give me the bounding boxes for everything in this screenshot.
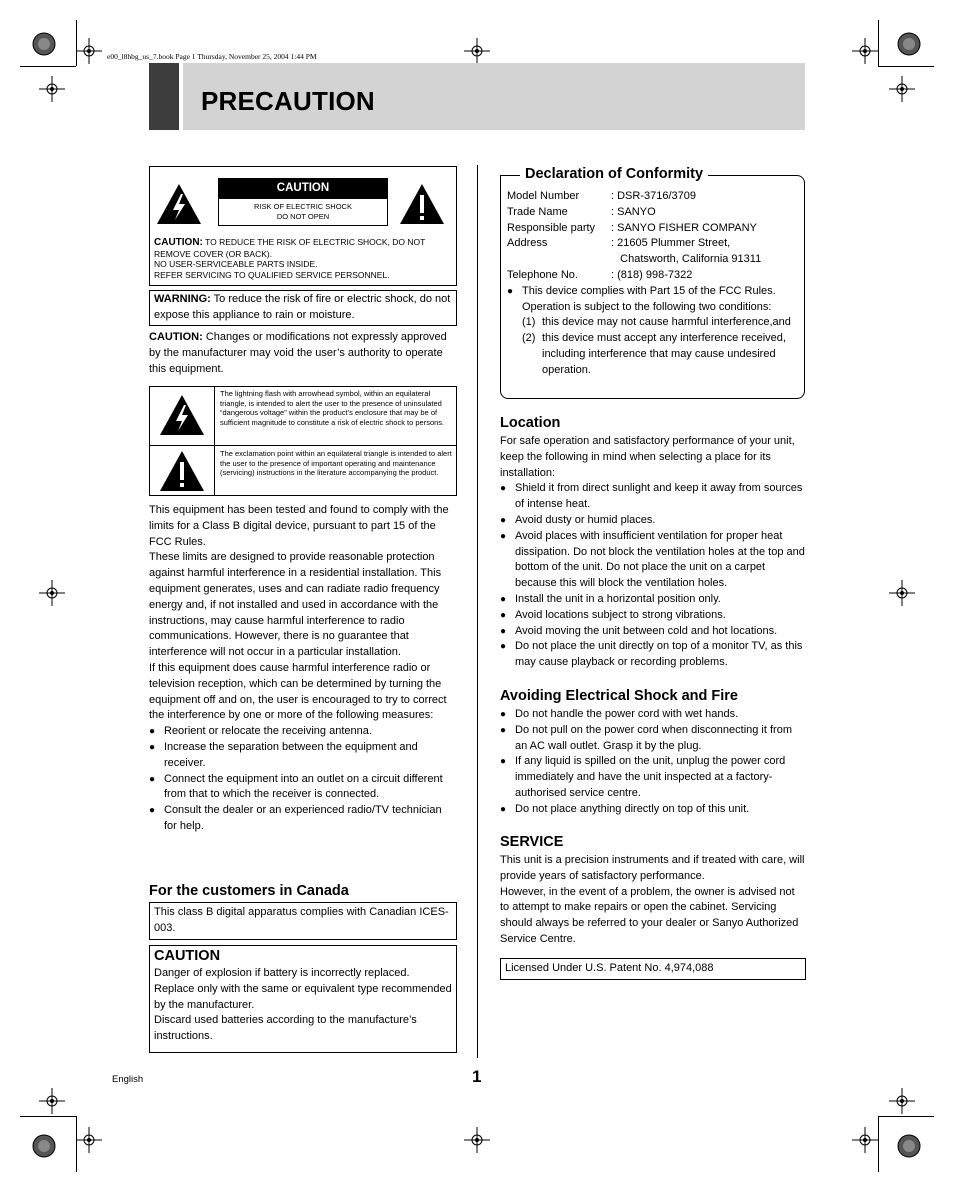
fcc-paragraph-3: If this equipment does cause harmful interference radio or television reception, which can be determined by turning the equipment off and on, the user is encouraged to try to correct the interference by one or more of the following measures: bbox=[149, 661, 447, 722]
list-item: ● Consult the dealer or an experienced radio/TV technician for help. bbox=[149, 803, 457, 835]
header-dark-block bbox=[149, 63, 179, 130]
exclamation-triangle-icon bbox=[398, 182, 446, 226]
caution-shock-text bbox=[154, 237, 454, 280]
patent-text: Licensed Under U.S. Patent No. 4,974,088 bbox=[505, 962, 714, 974]
service-paragraph-2: However, in the event of a problem, the owner is advised not to attempt to make repairs or open the cabinet. Servicing should always be referred to your dealer or Sanyo Authorized Service Centre. bbox=[500, 885, 799, 945]
caution-label: CAUTION bbox=[219, 179, 387, 199]
caution-modifications bbox=[149, 330, 457, 377]
doc-row: Telephone No. : (818) 998-7322 bbox=[507, 268, 693, 281]
fcc-measures-list bbox=[149, 724, 457, 835]
service-content bbox=[500, 853, 805, 948]
fcc-paragraph-2: These limits are designed to provide reasonable protection against harmful interference in a residential installation. This equipment generates, uses and can radiate radio frequency energy and, if not installed and used in accordance with the instructions, may cause harmful interference to radio communications. However, there is no guarantee that interference will not occur in a particular installation. bbox=[149, 551, 442, 659]
declaration-content bbox=[507, 189, 801, 379]
caution-detail: TO REDUCE THE RISK OF ELECTRIC SHOCK, DO NOT REMOVE COVER (OR BACK). bbox=[154, 237, 426, 259]
battery-caution-box bbox=[149, 945, 457, 1053]
page-title: PRECAUTION bbox=[201, 86, 375, 116]
caution-mod-prefix: CAUTION: bbox=[149, 331, 203, 343]
battery-caution-text-2: Discard used batteries according to the manufacture’s instructions. bbox=[154, 1014, 417, 1043]
patent-box bbox=[500, 958, 806, 980]
page-number: 1 bbox=[472, 1067, 482, 1086]
exclamation-explanation: The exclamation point within an equilateral triangle is intended to alert the user to the presence of important operating and maintenance (servicing) instructions in the literature accompanying the product. bbox=[220, 449, 452, 478]
location-list bbox=[500, 481, 805, 671]
list-item: ● Shield it from direct sunlight and keep it away from sources of intense heat. bbox=[500, 481, 805, 513]
canada-box bbox=[149, 902, 457, 940]
canada-text: This class B digital apparatus complies with Canadian ICES-003. bbox=[154, 906, 449, 934]
caution-mod-text: Changes or modifications not expressly approved by the manufacturer may void the user’s authority to operate this equipment. bbox=[149, 331, 447, 375]
doc-row: Chatsworth, California 91311 bbox=[611, 253, 762, 266]
list-item: ● Do not pull on the power cord when disconnecting it from an AC wall outlet. Grasp it by the plug. bbox=[500, 723, 805, 755]
battery-caution-text-1: Danger of explosion if battery is incorrectly replaced. Replace only with the same or equivalent type recommended by the manufacturer. bbox=[154, 967, 452, 1011]
caution-label-panel bbox=[218, 178, 388, 226]
canada-heading: For the customers in Canada bbox=[149, 883, 349, 899]
list-item: ● Avoid moving the unit between cold and hot locations. bbox=[500, 624, 805, 640]
list-item: ● Install the unit in a horizontal position only. bbox=[500, 592, 805, 608]
list-item: ● Do not handle the power cord with wet hands. bbox=[500, 707, 805, 723]
list-item: ● Reorient or relocate the receiving antenna. bbox=[149, 724, 457, 740]
shock-list bbox=[500, 707, 805, 818]
list-item: ● Avoid locations subject to strong vibrations. bbox=[500, 608, 805, 624]
caution-prefix: CAUTION: bbox=[154, 237, 203, 248]
list-item: (1) this device may not cause harmful interference,and bbox=[522, 316, 791, 329]
fcc-paragraph-1: This equipment has been tested and found to comply with the limits for a Class B digital device, pursuant to part 15 of the FCC Rules. bbox=[149, 504, 449, 548]
declaration-heading: Declaration of Conformity bbox=[520, 166, 708, 182]
location-heading: Location bbox=[500, 415, 561, 431]
warning-prefix: WARNING: bbox=[154, 293, 211, 305]
lightning-explanation: The lightning flash with arrowhead symbol, within an equilateral triangle, is intended to alert the user to the presence of uninsulated “dangerous voltage” within the product’s enclosure that may be of sufficient magnitude to constitute a risk of electric shock to persons. bbox=[220, 389, 445, 427]
book-meta-line: e00_l8hbg_us_7.book Page 1 Thursday, November 25, 2004 1:44 PM bbox=[107, 52, 317, 61]
shock-heading: Avoiding Electrical Shock and Fire bbox=[500, 688, 738, 704]
risk-line-2: DO NOT OPEN bbox=[276, 211, 330, 221]
doc-row: Model Number : DSR-3716/3709 bbox=[507, 190, 696, 202]
list-item: ● Avoid places with insufficient ventilation for proper heat dissipation. Do not block the ventilation holes at the top and bottom of the unit. Do not place the unit on a carpet because this will block the ventilation holes. bbox=[500, 529, 805, 592]
fcc-statement bbox=[149, 503, 457, 835]
caution-line-3: REFER SERVICING TO QUALIFIED SERVICE PERSONNEL. bbox=[154, 269, 390, 280]
list-item: ● Do not place the unit directly on top of a monitor TV, as this may cause playback or recording problems. bbox=[500, 639, 805, 671]
column-divider bbox=[477, 165, 478, 1058]
symbol-explanation-table bbox=[149, 386, 457, 496]
exclamation-triangle-icon bbox=[158, 449, 206, 493]
list-item: ● Connect the equipment into an outlet on a circuit different from that to which the receiver is connected. bbox=[149, 772, 457, 804]
service-heading: SERVICE bbox=[500, 834, 564, 850]
doc-conditions bbox=[522, 315, 801, 378]
list-item: ● Avoid dusty or humid places. bbox=[500, 513, 805, 529]
list-item: ● This device complies with Part 15 of the FCC Rules. Operation is subject to the following two conditions: bbox=[507, 284, 801, 316]
doc-row: Address : 21605 Plummer Street, bbox=[507, 237, 731, 250]
lightning-triangle-icon bbox=[158, 393, 206, 437]
warning-text: To reduce the risk of fire or electric shock, do not expose this appliance to rain or moisture. bbox=[154, 293, 451, 321]
list-item: (2) this device must accept any interference received, including interference that may cause undesired operation. bbox=[522, 332, 786, 376]
location-intro: For safe operation and satisfactory performance of your unit, keep the following in mind when selecting a place for its installation: bbox=[500, 435, 795, 479]
list-item: ● If any liquid is spilled on the unit, unplug the power cord immediately and have the unit inspected at a factory-authorised service centre. bbox=[500, 754, 805, 801]
battery-caution-heading: CAUTION bbox=[154, 948, 221, 964]
caution-line-2: NO USER-SERVICEABLE PARTS INSIDE. bbox=[154, 259, 318, 269]
lightning-triangle-icon bbox=[155, 182, 203, 226]
list-item: ● Increase the separation between the equipment and receiver. bbox=[149, 740, 457, 772]
doc-row: Responsible party : SANYO FISHER COMPANY bbox=[507, 221, 757, 234]
list-item: ● Do not place anything directly on top of this unit. bbox=[500, 802, 805, 818]
caution-shock-box bbox=[149, 166, 457, 286]
service-paragraph-1: This unit is a precision instruments and if treated with care, will provide years of satisfactory performance. bbox=[500, 854, 805, 882]
risk-line-1: RISK OF ELECTRIC SHOCK bbox=[254, 202, 352, 211]
location-content bbox=[500, 434, 805, 671]
footer-language: English bbox=[112, 1074, 144, 1085]
shock-content bbox=[500, 707, 805, 818]
doc-bullet-list bbox=[507, 284, 801, 316]
doc-row: Trade Name : SANYO bbox=[507, 205, 656, 218]
warning-box bbox=[149, 290, 457, 326]
